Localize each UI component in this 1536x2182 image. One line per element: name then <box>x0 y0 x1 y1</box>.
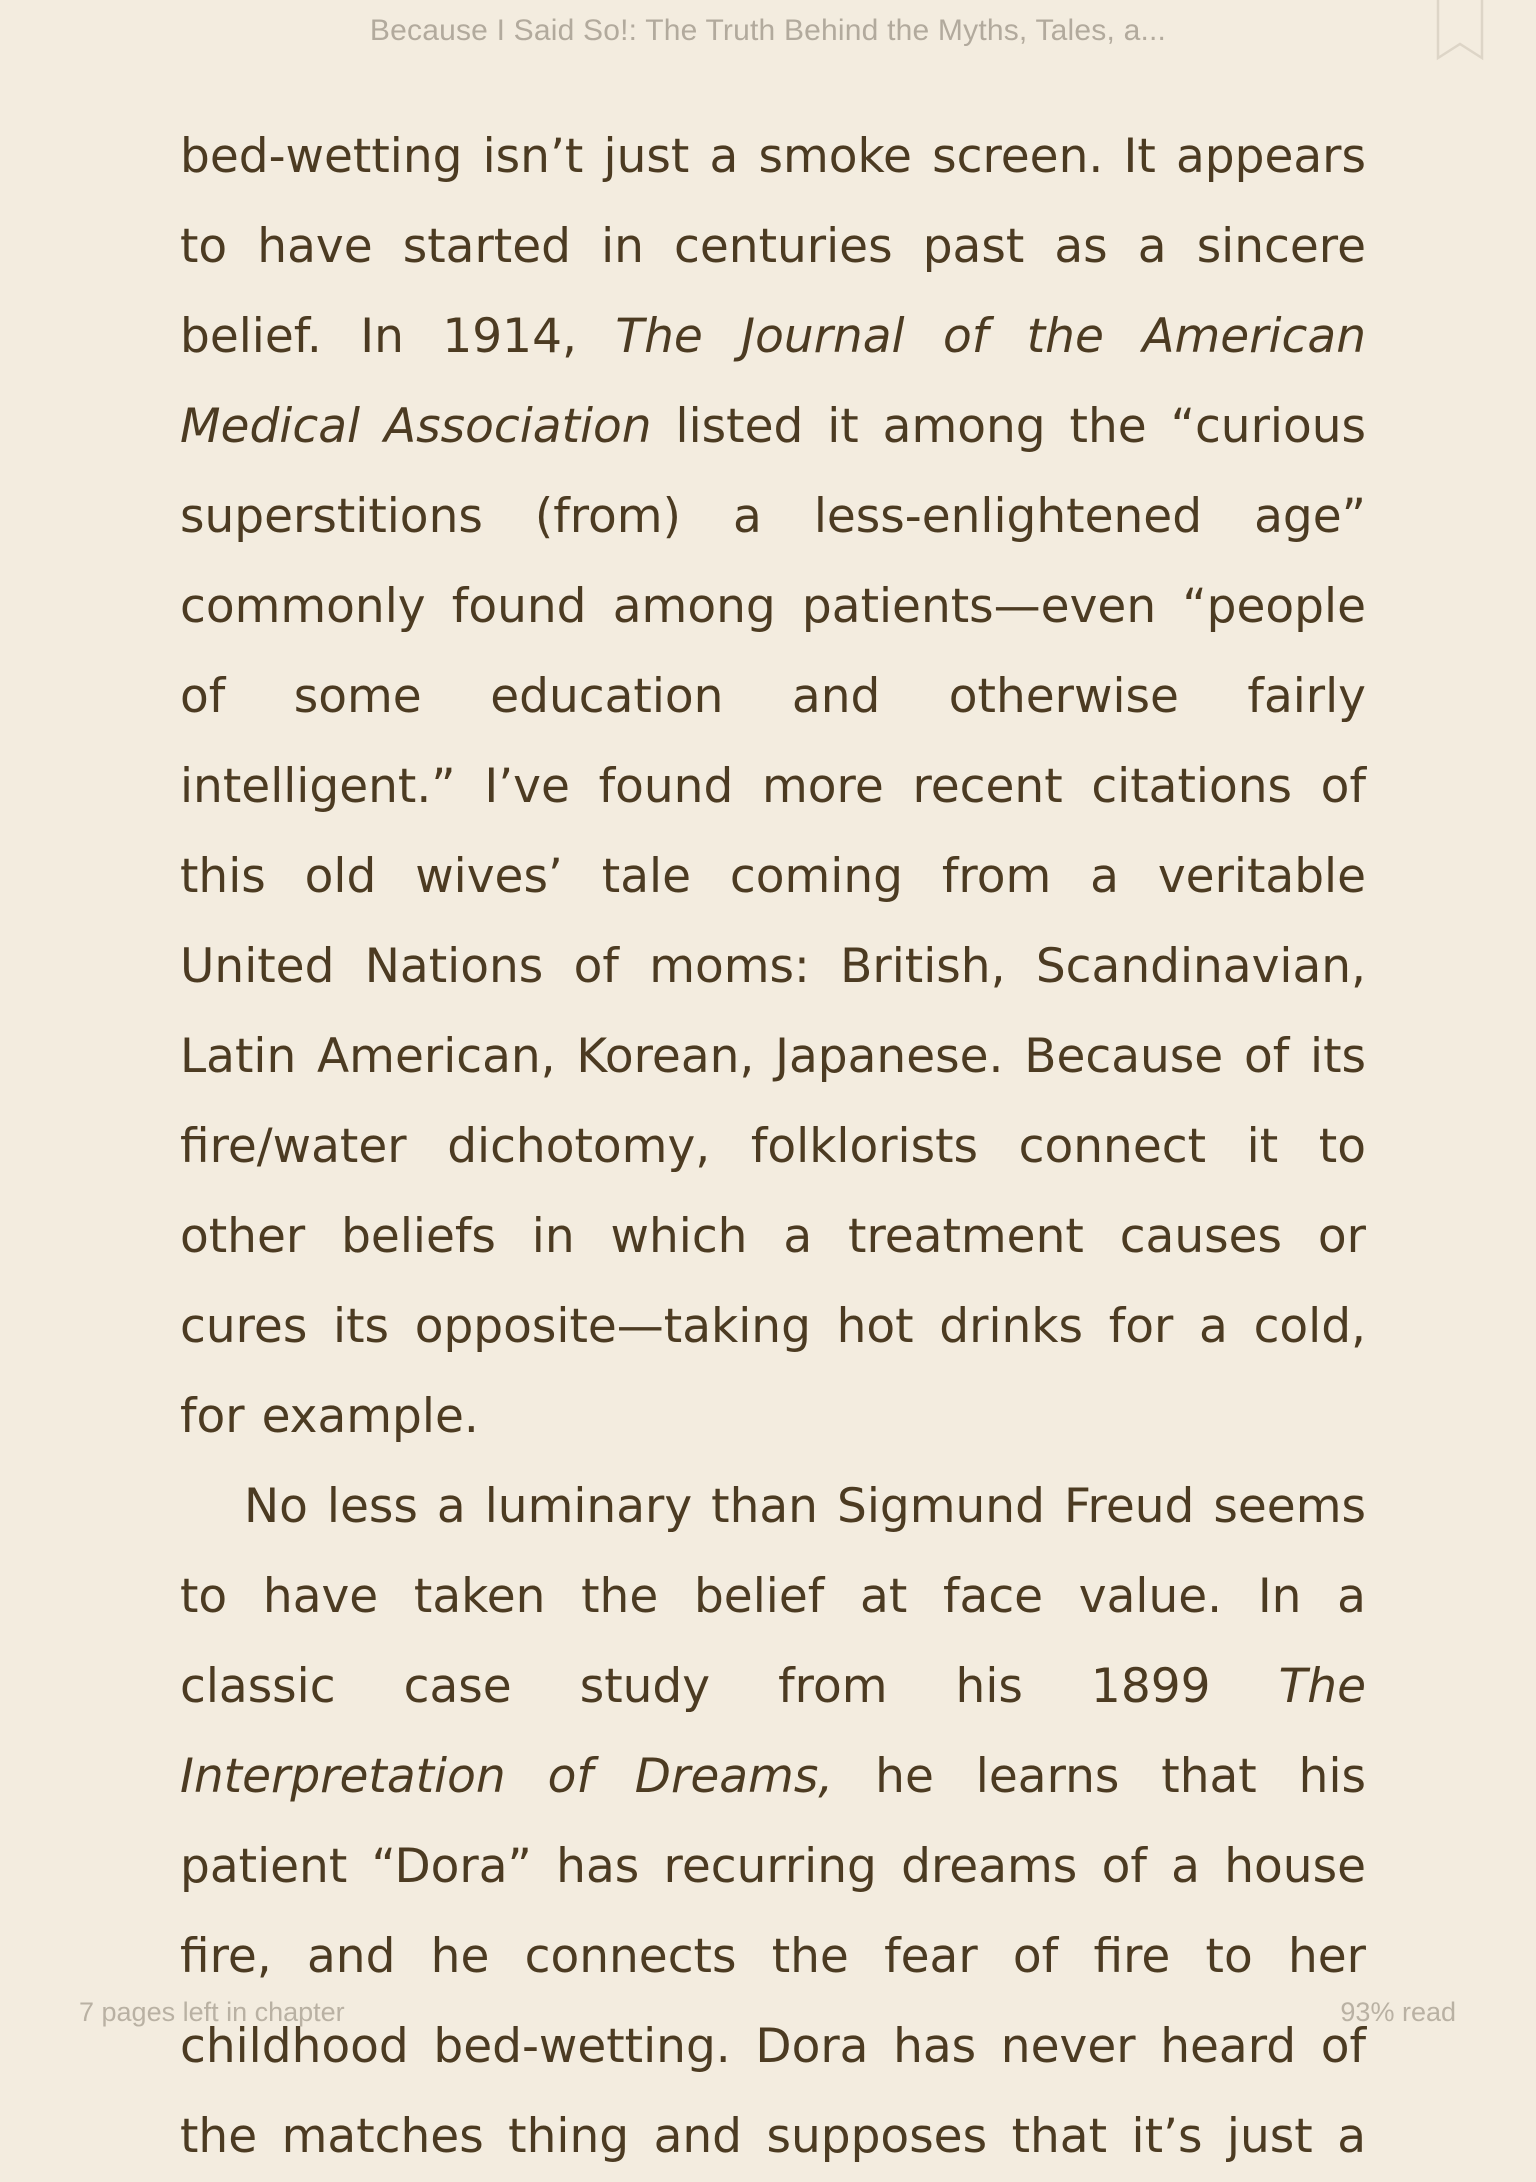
percent-read: 93% read <box>1340 1997 1456 2027</box>
paragraph-2-text-b: he learns that his patient “Dora” has recurring dreams of a house fire, and he connects the fear of fire to her childhood bed-wetting. Dora has never heard of the matches thing and supposes that it’s just a <box>180 1749 1366 2164</box>
paragraph-2 <box>180 1462 1366 2182</box>
paragraph-1-text-a: bed-wetting isn’t just a smoke screen. It appears to have started in centuries past as a sincere belief. In 1914, <box>180 129 1366 364</box>
pages-left-in-chapter: 7 pages left in chapter <box>79 1997 345 2027</box>
bookmark-icon <box>1436 0 1484 62</box>
paragraph-1 <box>180 112 1366 1462</box>
header-book-title: Because I Said So!: The Truth Behind the Myths, Tales, a... <box>369 14 1167 47</box>
bookmark-button[interactable] <box>1436 0 1484 62</box>
page-body <box>180 112 1366 2182</box>
paragraph-1-text-b: listed it among the “curious superstitions (from) a less-enlightened age” commonly found among patients—even “people of some education and otherwise fairly intelligent.” I’ve found more recent citations of this old wives’ tale coming from a veritable United Nations of moms: British, Scandinavian, Latin American, Korean, Japanese. Because of its fire/water dichotomy, folklorists connect it to other beliefs in which a treatment causes or cures its opposite—taking hot drinks for a cold, for example. <box>180 399 1366 1444</box>
book-title-dreams: The Interpretation of Dreams, <box>180 1659 1366 1804</box>
paragraph-2-text-a: No less a luminary than Sigmund Freud seems to have taken the belief at face value. In a classic case study from his 1899 <box>180 1479 1366 1714</box>
journal-title: The Journal of the American Medical Association <box>180 309 1366 454</box>
